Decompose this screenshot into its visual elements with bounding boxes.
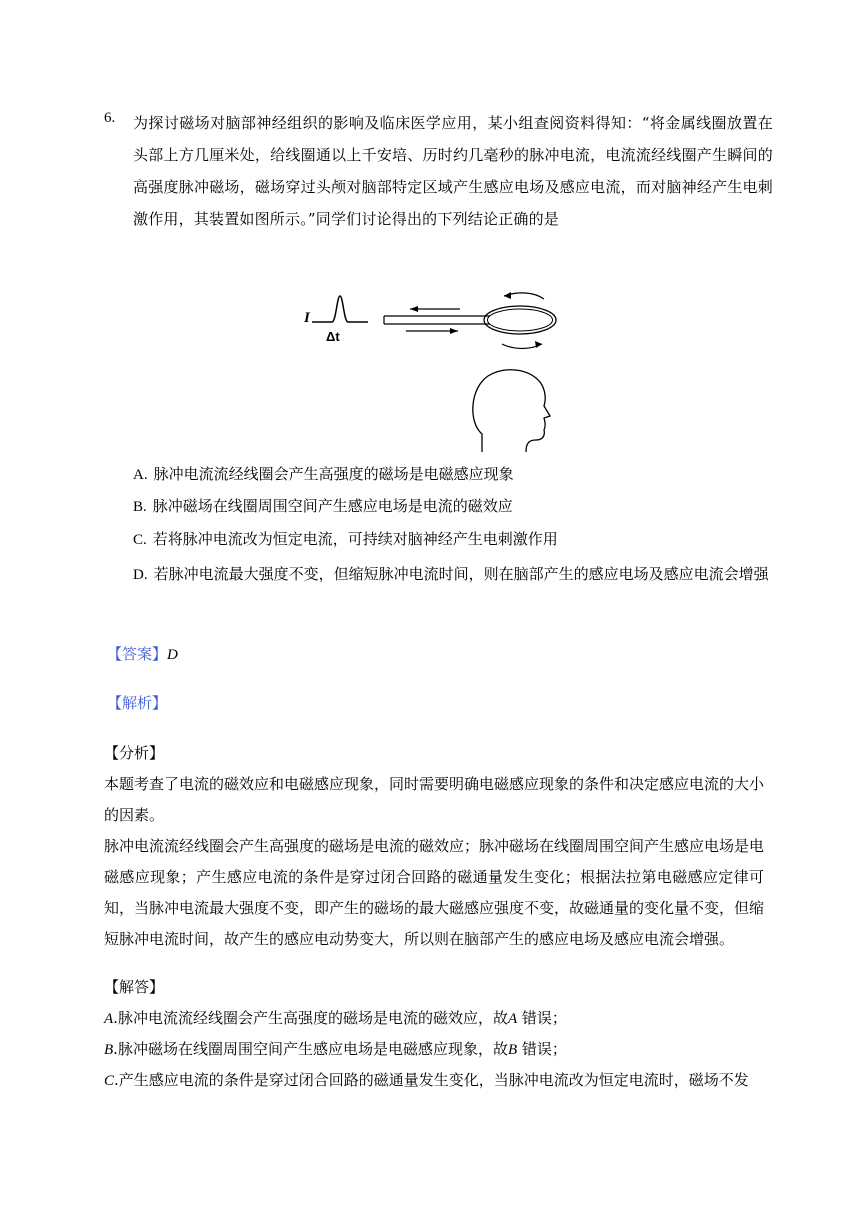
- analysis-label: 【解析】: [107, 694, 168, 712]
- jieda-item-b: B.脉冲磁场在线圈周围空间产生感应电场是电磁感应现象，故B 错误；: [104, 1040, 567, 1058]
- option-a-label: A.: [133, 467, 148, 483]
- option-a: [133, 458, 773, 491]
- option-c: [133, 523, 773, 556]
- option-d-text: 若脉冲电流最大强度不变，但缩短脉冲电流时间，则在脑部产生的感应电场及感应电流会增强: [153, 565, 769, 583]
- option-c-text: 若将脉冲电流改为恒定电流，可持续对脑神经产生电刺激作用: [152, 530, 558, 548]
- time-label: Δt: [326, 329, 340, 344]
- option-b-text: 脉冲磁场在线圈周围空间产生感应电场是电流的磁效应: [152, 497, 513, 515]
- coil-loop: [484, 306, 556, 334]
- option-d: [133, 556, 773, 593]
- coil-head-figure: [298, 284, 568, 452]
- answer-line: [107, 643, 178, 664]
- option-b-label: B.: [133, 499, 147, 515]
- option-d-label: D.: [133, 567, 148, 583]
- head-outline: [473, 370, 550, 452]
- jieda-label: 【解答】: [104, 978, 165, 996]
- fenxi-paragraph-1: 本题考查了电流的磁效应和电磁感应现象，同时需要明确电磁感应现象的条件和决定感应电流的大小的因素。: [104, 775, 765, 824]
- answer-label: 【答案】: [107, 645, 168, 663]
- option-c-label: C.: [133, 532, 147, 548]
- question-number: 6.: [104, 110, 116, 126]
- current-label: I: [304, 310, 310, 326]
- question-text: 为探讨磁场对脑部神经组织的影响及临床医学应用，某小组查阅资料得知：“将金属线圈放置在头部上方几厘米处，给线圈通以上千安培、历时约几毫秒的脉冲电流，电流流经线圈产生瞬间的高强度脉冲磁场，磁场穿过头颅对脑部特定区域产生感应电场及感应电流，而对脑神经产生电刺激作用，其装置如图所示。”同学们讨论得出的下列结论正确的是: [133, 114, 773, 228]
- fenxi-paragraph-2: 脉冲电流流经线圈会产生高强度的磁场是电流的磁效应；脉冲磁场在线圈周围空间产生感应电场是电磁感应现象；产生感应电流的条件是穿过闭合回路的磁通量发生变化；根据法拉第电磁感应定律可知，当脉冲电流最大强度不变，即产生的磁场的最大磁感应强度不变，故磁通量的变化量不变，但缩短脉冲电流时间，故产生的感应电动势变大，所以则在脑部产生的感应电场及感应电流会增强。: [104, 837, 765, 948]
- fenxi-label: 【分析】: [104, 744, 165, 762]
- pulse-curve: [312, 296, 368, 322]
- jieda-item-c: C.产生感应电流的条件是穿过闭合回路的磁通量发生变化，当脉冲电流改为恒定电流时，磁场不发: [104, 1071, 749, 1089]
- answer-value: D: [167, 647, 178, 663]
- jieda-item-a: A.脉冲电流流经线圈会产生高强度的磁场是电流的磁效应，故A 错误；: [104, 1009, 567, 1027]
- option-b: [133, 490, 773, 523]
- option-a-text: 脉冲电流流经线圈会产生高强度的磁场是电磁感应现象: [153, 465, 514, 483]
